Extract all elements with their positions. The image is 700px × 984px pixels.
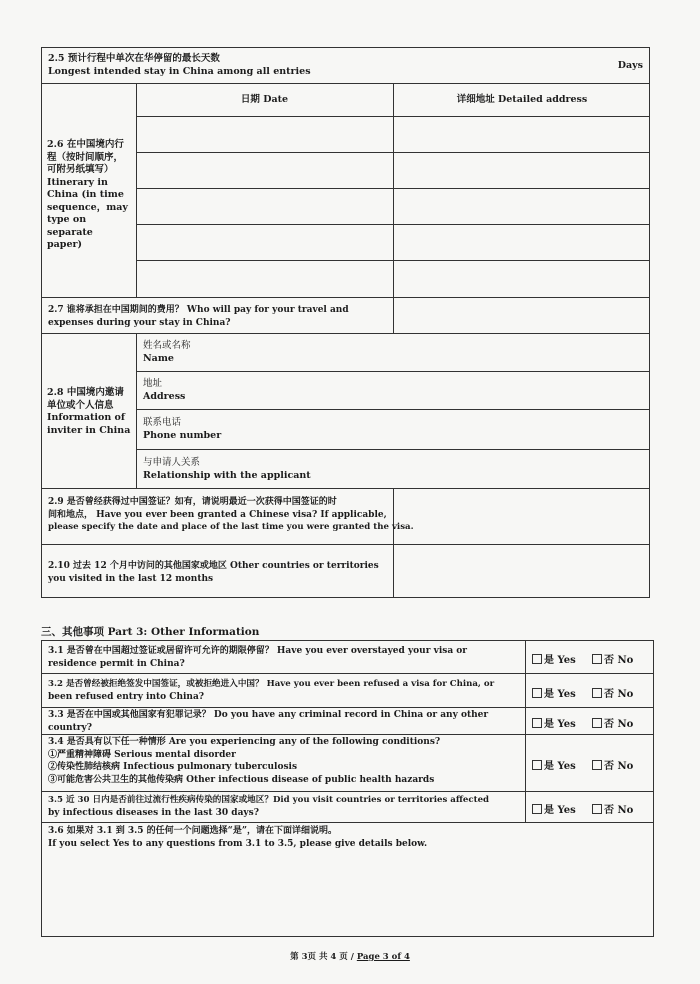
q3-5-line1: 3.5 近 30 日内是否前往过流行性疾病传染的国家或地区？Did you visit countries or territories affected: [48, 795, 490, 805]
q3-1-no-checkbox[interactable]: [592, 651, 633, 666]
part3-title: 三、其他事项 Part 3: Other Information: [41, 626, 260, 638]
inviter-relation-label: [143, 457, 311, 482]
itinerary-address-3[interactable]: [395, 190, 649, 223]
itinerary-date-2[interactable]: [138, 154, 391, 187]
q3-4-line1: 3.4 是否具有以下任一种情形 Are you experiencing any of the following conditions?: [48, 737, 441, 747]
col-divider: [393, 83, 394, 297]
row-divider: [42, 822, 653, 823]
q3-5-label: [48, 794, 524, 819]
q2-8-line: 单位或个人信息: [47, 399, 114, 411]
page-number-cn: 第 3页 共 4 页: [290, 952, 348, 962]
q2-5-cn: 2.5 预计行程中单次在华停留的最长天数: [48, 53, 220, 64]
inviter-address-en: Address: [143, 390, 186, 402]
inviter-phone-label: [143, 417, 221, 442]
itinerary-address-5[interactable]: [395, 262, 649, 296]
q2-5-en: Longest intended stay in China among all entries: [48, 65, 311, 77]
q3-1-yes-checkbox[interactable]: [532, 651, 576, 666]
col-divider: [136, 83, 137, 297]
q2-9-label: [48, 496, 414, 534]
row-divider: [136, 409, 649, 410]
previous-visa-input[interactable]: [395, 490, 649, 542]
q2-6-line: 可附另纸填写）: [47, 164, 114, 175]
q2-5-label: [48, 53, 311, 78]
q3-4-line3: ②传染性肺结核病 Infectious pulmonary tuberculosis: [48, 762, 298, 772]
row-divider: [42, 83, 649, 84]
row-divider: [136, 371, 649, 372]
q3-1-line2: residence permit in China?: [48, 658, 185, 669]
page-footer: [0, 950, 700, 962]
expense-payer-input[interactable]: [395, 299, 649, 332]
q2-6-line: Itinerary in: [47, 176, 108, 188]
row-divider: [42, 488, 649, 489]
q2-6-line: 程（按时间顺序，: [47, 151, 124, 163]
row-divider: [42, 673, 653, 674]
itinerary-date-3[interactable]: [138, 190, 391, 223]
q2-7-line1: 2.7 谁将承担在中国期间的费用？ Who will pay for your travel and: [48, 305, 349, 315]
q3-3-no-checkbox[interactable]: [592, 715, 633, 730]
row-divider: [42, 734, 653, 735]
q3-4-yes-checkbox[interactable]: [532, 757, 576, 772]
q3-4-line2: ①严重精神障碍 Serious mental disorder: [48, 749, 236, 760]
q3-6-line2: If you select Yes to any questions from 3.1 to 3.5, please give details below.: [48, 838, 428, 849]
col-divider: [393, 488, 394, 598]
inviter-phone-en: Phone number: [143, 429, 222, 441]
no-label: 否 No: [604, 655, 634, 666]
q2-10-line2: you visited in the last 12 months: [48, 573, 214, 584]
inviter-phone-input[interactable]: [302, 412, 647, 447]
q2-9-line1: 2.9 是否曾经获得过中国签证？如有，请说明最近一次获得中国签证的时: [48, 497, 337, 507]
q3-4-no-checkbox[interactable]: [592, 757, 633, 772]
inviter-address-input[interactable]: [302, 374, 647, 407]
q2-6-line: 2.6 在中国境内行: [47, 139, 124, 150]
q3-5-yes-checkbox[interactable]: [532, 801, 576, 816]
q3-2-line1: 3.2 是否曾经被拒绝签发中国签证，或被拒绝进入中国？ Have you ever been refused a visa for China, or: [48, 679, 495, 689]
q3-3-line2: country?: [48, 722, 92, 733]
q2-10-line1: 2.10 过去 12 个月中访问的其他国家或地区 Other countries or territories: [48, 561, 379, 571]
q3-2-line2: been refused entry into China?: [48, 691, 205, 702]
q2-9-line2: 间和地点， Have you ever been granted a Chinese visa? If applicable,: [48, 509, 387, 520]
inviter-address-cn: 地址: [143, 378, 163, 389]
q3-4-line4: ③可能危害公共卫生的其他传染病 Other infectious disease of public health hazards: [48, 774, 435, 785]
inviter-name-label: [143, 340, 191, 365]
row-divider: [42, 333, 649, 334]
q3-3-yes-checkbox[interactable]: [532, 715, 576, 730]
q3-6-label: [48, 825, 648, 850]
q3-4-label: [48, 736, 524, 786]
row-divider: [42, 297, 649, 298]
page-separator: /: [350, 952, 354, 962]
itinerary-address-2[interactable]: [395, 154, 649, 187]
row-divider: [42, 791, 653, 792]
yes-label: 是 Yes: [544, 761, 576, 772]
yes-label: 是 Yes: [544, 655, 576, 666]
col-divider: [393, 297, 394, 333]
q2-6-line: sequence，may: [47, 201, 128, 213]
row-divider: [42, 544, 649, 545]
no-label: 否 No: [604, 805, 634, 816]
yes-label: 是 Yes: [544, 805, 576, 816]
inviter-relation-cn: 与申请人关系: [143, 457, 201, 468]
q3-5-line2: by infectious diseases in the last 30 days?: [48, 807, 259, 818]
itinerary-date-5[interactable]: [138, 262, 391, 296]
q3-6-line1: 3.6 如果对 3.1 到 3.5 的任何一个问题选择“是”，请在下面详细说明。: [48, 826, 337, 836]
col-address-header: 详细地址 Detailed address: [456, 94, 588, 105]
q3-5-no-checkbox[interactable]: [592, 801, 633, 816]
q2-6-line: paper): [47, 239, 82, 250]
yes-label: 是 Yes: [544, 719, 576, 730]
no-label: 否 No: [604, 689, 634, 700]
q2-7-line2: expenses during your stay in China?: [48, 317, 231, 328]
q3-1-line1: 3.1 是否曾在中国超过签证或居留许可允许的期限停留？ Have you ever overstayed your visa or: [48, 646, 468, 656]
q2-8-line: 2.8 中国境内邀请: [47, 387, 124, 398]
other-info-table: [41, 640, 654, 937]
page-number-en: Page 3 of 4: [356, 952, 410, 962]
details-textarea[interactable]: [46, 853, 649, 933]
q2-6-label: [47, 139, 135, 252]
q2-6-line: type on separate: [47, 214, 93, 238]
q3-2-yes-checkbox[interactable]: [532, 685, 576, 700]
no-label: 否 No: [604, 761, 634, 772]
col-divider: [525, 641, 526, 822]
q2-9-line3: please specify the date and place of the last time you were granted the visa.: [48, 522, 414, 532]
inviter-relation-input[interactable]: [342, 452, 647, 486]
q2-10-label: [48, 560, 393, 585]
row-divider: [42, 707, 653, 708]
days-unit: Days: [617, 60, 643, 71]
itinerary-date-4[interactable]: [138, 226, 391, 259]
q2-8-label: [47, 387, 135, 437]
itinerary-date-1[interactable]: [138, 118, 391, 151]
col-date-header: 日期 Date: [240, 94, 289, 105]
inviter-name-en: Name: [143, 352, 174, 364]
q3-2-label: [48, 678, 524, 703]
yes-label: 是 Yes: [544, 689, 576, 700]
itinerary-address-1[interactable]: [395, 118, 649, 151]
q2-8-line: Information of: [47, 412, 125, 423]
col-divider: [136, 333, 137, 488]
q3-3-line1: 3.3 是否在中国或其他国家有犯罪记录？ Do you have any criminal record in China or any other: [48, 710, 489, 720]
countries-visited-input[interactable]: [395, 546, 649, 596]
inviter-name-input[interactable]: [302, 336, 647, 369]
inviter-relation-en: Relationship with the applicant: [143, 469, 311, 481]
itinerary-address-4[interactable]: [395, 226, 649, 259]
inviter-phone-cn: 联系电话: [143, 417, 182, 428]
q2-7-label: [48, 304, 393, 329]
itinerary-table: [41, 47, 650, 598]
q3-1-label: [48, 645, 524, 670]
q2-6-line: China (in time: [47, 189, 124, 200]
row-divider: [136, 449, 649, 450]
q2-8-line: inviter in China: [47, 424, 131, 436]
no-label: 否 No: [604, 719, 634, 730]
longest-stay-input[interactable]: [422, 50, 602, 81]
inviter-name-cn: 姓名或名称: [143, 340, 191, 351]
q3-3-label: [48, 709, 524, 734]
q3-2-no-checkbox[interactable]: [592, 685, 633, 700]
inviter-address-label: [143, 378, 185, 403]
